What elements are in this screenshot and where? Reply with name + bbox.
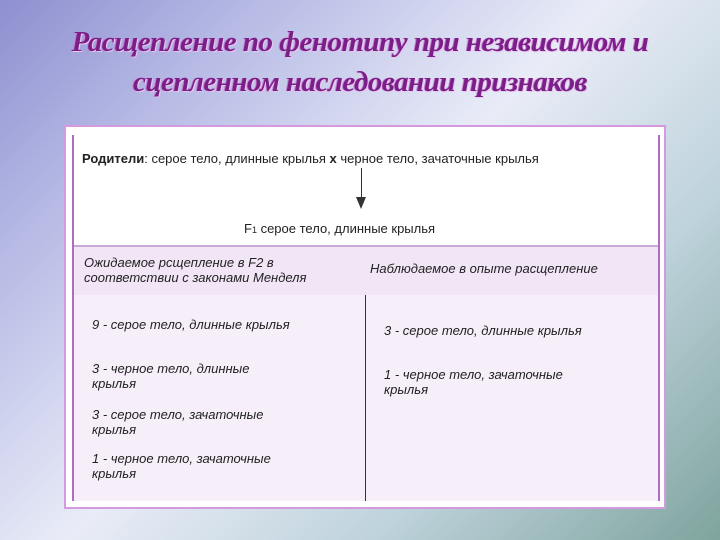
expected-item-2: 3 - черное тело, длинные крылья	[92, 361, 250, 391]
down-arrow-icon	[356, 197, 366, 209]
f1-subscript: 1	[251, 225, 257, 235]
cross-symbol: х	[329, 151, 337, 166]
header-expected: Ожидаемое рсщепление в F2 в соответствии с законами Менделя	[84, 255, 307, 285]
f1-text: серое тело, длинные крылья	[256, 221, 436, 236]
column-divider	[365, 295, 366, 501]
genetics-table	[72, 135, 660, 501]
title-line-2: сцепленном наследовании признаков	[133, 66, 587, 98]
parents-line	[82, 151, 539, 166]
down-arrow-shaft	[361, 168, 362, 198]
expected-item-4: 1 - черное тело, зачаточные крылья	[92, 451, 271, 481]
observed-item-2: 1 - черное тело, зачаточные крылья	[384, 367, 563, 397]
table-header	[74, 245, 658, 297]
slide-title	[0, 22, 720, 102]
expected-item-1: 9 - серое тело, длинные крылья	[92, 317, 290, 332]
parents-text-1: : серое тело, длинные крылья	[144, 151, 330, 166]
content-panel	[64, 125, 666, 509]
f1-generation: F	[244, 221, 252, 236]
table-body	[74, 295, 658, 501]
title-line-1: Расщепление по фенотипу при независимом и	[71, 26, 649, 58]
header-observed: Наблюдаемое в опыте расщепление	[370, 261, 598, 276]
parents-label: Родители	[82, 151, 145, 166]
observed-item-1: 3 - серое тело, длинные крылья	[384, 323, 582, 338]
expected-item-3: 3 - серое тело, зачаточные крылья	[92, 407, 264, 437]
f1-line	[244, 221, 435, 236]
parents-text-2: черное тело, зачаточные крылья	[336, 151, 539, 166]
